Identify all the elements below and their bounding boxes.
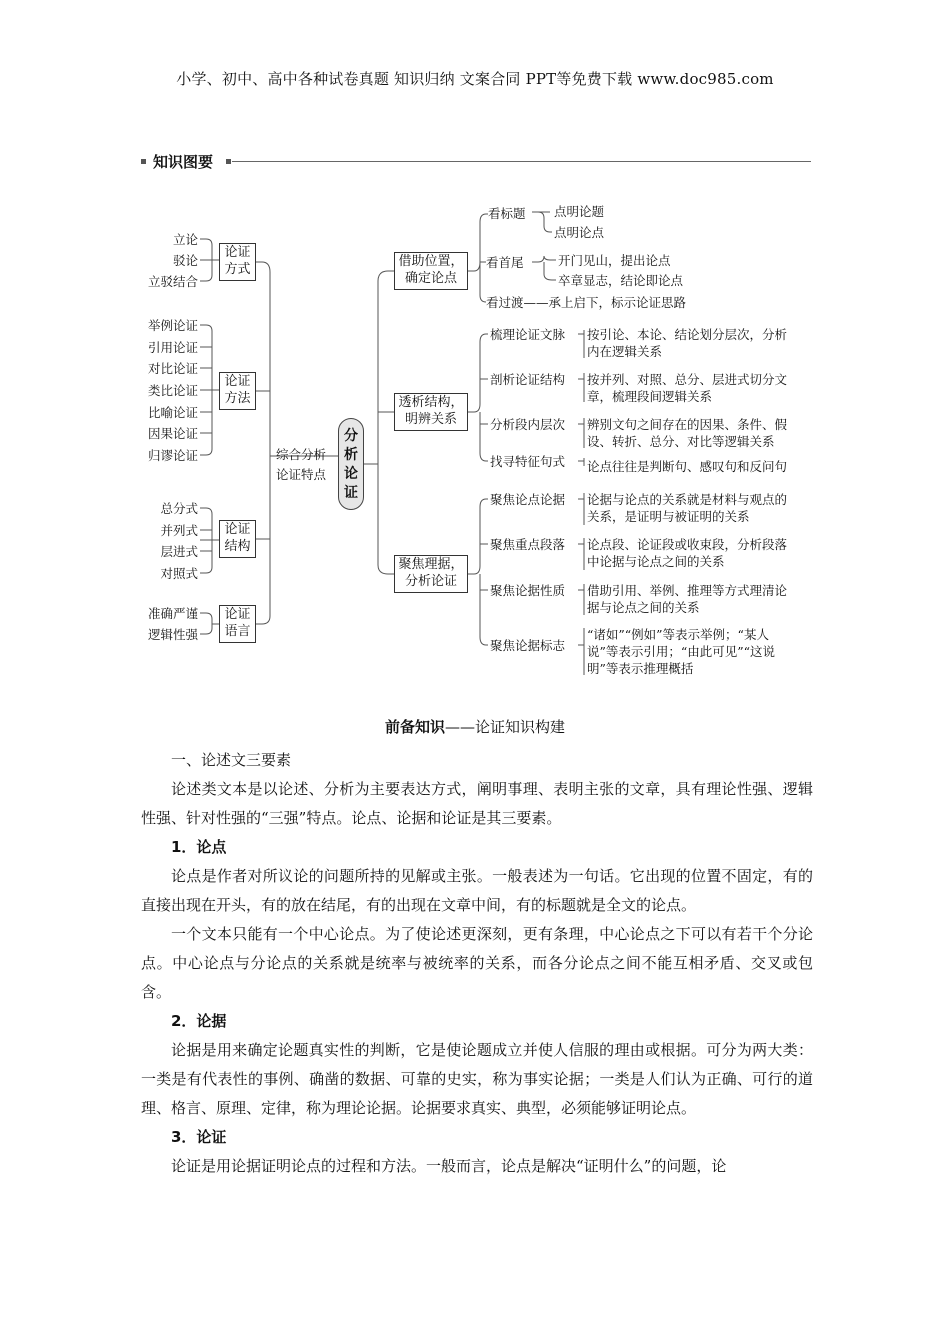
branch-label: 梳理论证文脉 [490,327,566,342]
structure-item: 并列式 [160,523,198,538]
branch-label: 看过渡——承上启下，标示论证思路 [486,295,687,310]
box-line: 语言 [224,624,251,639]
main-content [141,746,813,1181]
subtitle-rest: ——论证知识构建 [445,718,566,736]
box-line: 明辨关系 [404,412,457,427]
branch-leaf: 论点段、论证段或收束段，分析段落中论据与论点之间的关系 [587,537,788,569]
branch-leaf: 论据与论点的关系就是材料与观点的关系，是证明与被证明的关系 [587,492,788,524]
mid-label: 综合分析 [276,447,327,462]
box-line: 论证 [224,607,251,622]
paragraph: 论点是作者对所议论的问题所持的见解或主张。一般表述为一句话。它出现的位置不固定，有的直接出现在开头，有的放在结尾，有的出现在文章中间，有的标题就是全文的论点。 [141,867,813,914]
center-char: 证 [344,485,358,501]
branch-label: 看标题 [488,206,526,221]
branch-leaf: 卒章显志，结论即论点 [558,273,684,288]
center-node [338,418,364,510]
branch-label: 聚焦论据性质 [490,583,566,598]
paragraph: 论据是用来确定论题真实性的判断，它是使论题成立并使人信服的理由或根据。可分为两大类：一类是有代表性的事例、确凿的数据、可靠的史实，称为事实论据；一类是人们认为正确、可行的道理、格言、原理、定律，称为理论论据。论据要求真实、典型，必须能够证明论点。 [141,1041,813,1117]
language-item: 逻辑性强 [147,627,198,642]
branch-label: 聚焦重点段落 [490,537,566,552]
branch-label: 剖析论证结构 [490,372,566,387]
box-line: 方式 [224,262,251,277]
method-item: 归谬论证 [147,448,198,463]
structure-item: 对照式 [160,566,198,581]
branch-leaf: 开门见山，提出论点 [558,253,671,268]
structure-item: 层进式 [160,544,198,559]
box-line: 分析论证 [404,574,457,589]
paragraph: 论证是用论据证明论点的过程和方法。一般而言，论点是解决“证明什么”的问题，论 [171,1157,727,1175]
paragraph: 一个文本只能有一个中心论点。为了使论述更深刻，更有条理，中心论点之下可以有若干个分论点。中心论点与分论点的关系就是统率与被统率的关系，而各分论点之间不能互相矛盾、交叉或包含。 [141,925,813,1001]
method-item: 类比论证 [147,383,198,398]
branch-label: 聚焦论据标志 [490,638,566,653]
branch-leaf: 辨别文句之间存在的因果、条件、假设、转折、总分、对比等逻辑关系 [587,417,788,449]
structure-item: 总分式 [160,501,198,516]
box-line: 论证 [224,522,251,537]
branch-leaf: 点明论点 [554,225,605,240]
branch-leaf: 点明论题 [554,204,605,219]
method-item: 对比论证 [147,361,198,376]
branch-leaf: 按并列、对照、总分、层进式切分文章，梳理段间逻辑关系 [587,372,788,404]
branch-leaf: 按引论、本论、结论划分层次，分析内在逻辑关系 [587,327,788,359]
method-item: 引用论证 [147,340,198,355]
language-item: 准确严谨 [147,606,198,621]
mid-label: 论证特点 [276,467,327,482]
language-box [219,605,256,643]
box-line: 确定论点 [404,271,457,286]
branch-leaf: 论点往往是判断句、感叹句和反问句 [587,459,788,474]
way-item: 立驳结合 [147,274,198,289]
way-item: 驳论 [172,253,198,268]
position-box [394,252,468,290]
method-item: 比喻论证 [147,405,198,420]
branch-label: 聚焦论点论据 [490,492,566,507]
box-line: 透析结构， [398,395,464,410]
center-char: 析 [344,447,358,463]
method-box [219,372,256,410]
way-box [219,243,256,281]
branch-label: 分析段内层次 [490,417,566,432]
evidence-box [394,555,468,593]
structure-box [219,520,256,558]
heading-4: 3．论证 [171,1128,227,1146]
branch-leaf: 借助引用、举例、推理等方式理清论据与论点之间的关系 [587,583,788,615]
center-char: 论 [344,466,358,482]
method-item: 因果论证 [147,426,198,441]
branch-label: 找寻特征句式 [490,454,566,469]
center-char: 分 [344,428,358,444]
box-line: 论证 [224,374,251,389]
box-line: 结构 [224,539,251,554]
subtitle-bold: 前备知识 [384,718,445,736]
way-item: 立论 [172,232,198,247]
heading-2: 1．论点 [171,838,227,856]
method-item: 举例论证 [147,318,198,333]
box-line: 聚焦理据， [398,557,464,572]
heading-1: 一、论述文三要素 [171,751,292,769]
subtitle [0,716,950,737]
box-line: 借助位置， [398,254,464,269]
box-line: 论证 [224,245,251,260]
structure-analysis-box [394,393,468,431]
branch-label: 看首尾 [486,255,524,270]
section-title: 知识图要 [153,153,214,171]
branch-leaf: “诸如”“例如”等表示举例；“某人说”等表示引用；“由此可见”“这说明”等表示推理概括 [587,627,776,676]
box-line: 方法 [224,391,251,406]
page-header: 小学、初中、高中各种试卷真题 知识归纳 文案合同 PPT等免费下载 www.doc985.com [176,70,774,88]
heading-3: 2．论据 [171,1012,227,1030]
paragraph: 论述类文本是以论述、分析为主要表达方式，阐明事理、表明主张的文章，具有理论性强、逻辑性强、针对性强的“三强”特点。论点、论据和论证是其三要素。 [141,780,813,827]
